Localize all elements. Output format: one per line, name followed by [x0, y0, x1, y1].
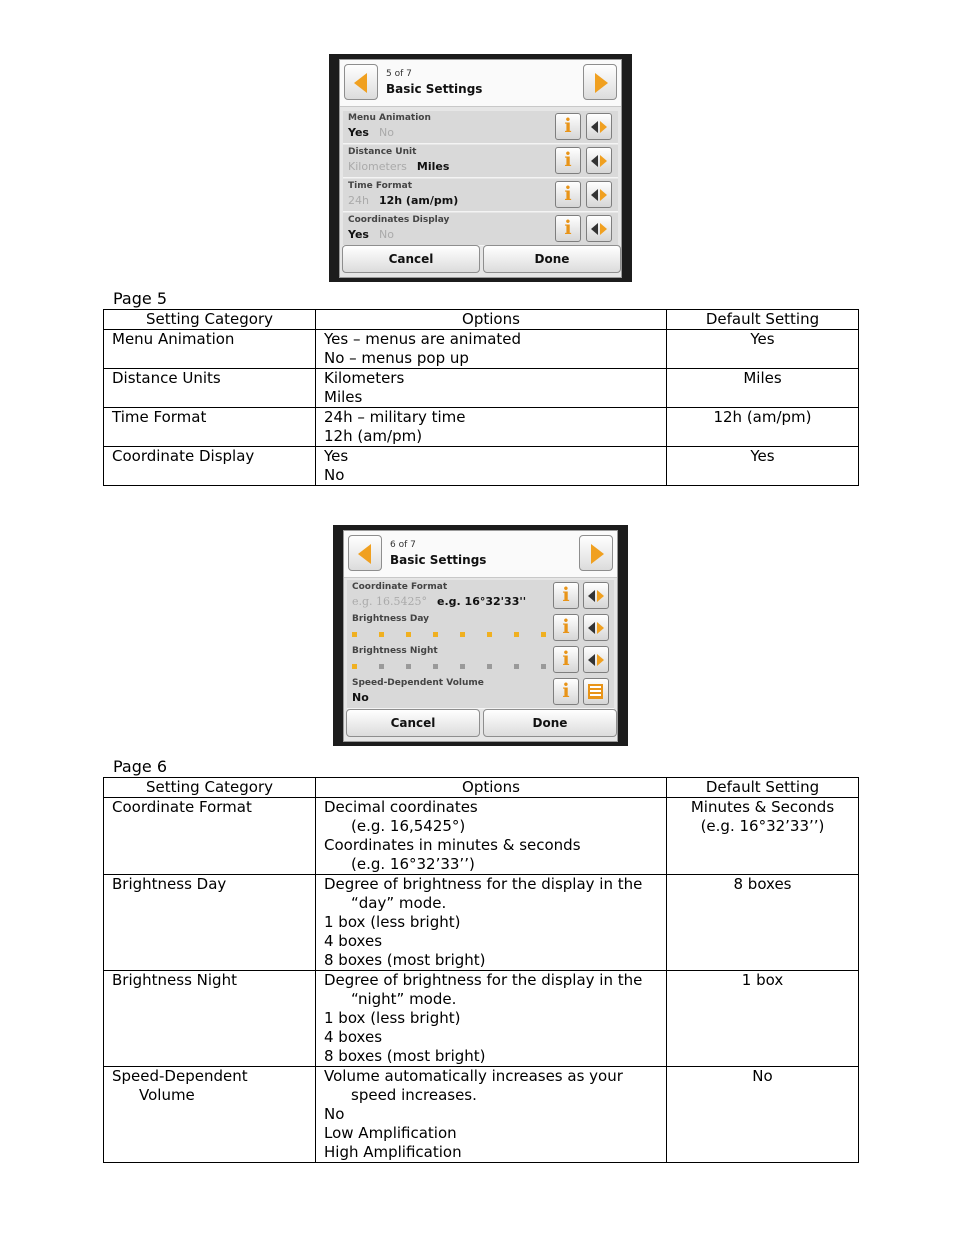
arrow-left-icon: [354, 73, 367, 93]
info-button[interactable]: [555, 181, 581, 208]
info-icon: i: [562, 648, 570, 670]
back-button[interactable]: [348, 535, 382, 571]
toggle-right-icon: [600, 223, 607, 235]
category-line: Menu Animation: [112, 330, 235, 348]
cell-setting-category: [104, 875, 316, 971]
setting-row-time-format[interactable]: [343, 179, 618, 212]
option-line: Coordinates in minutes & seconds: [324, 836, 581, 854]
brightness-box: [433, 664, 438, 669]
cell-default-setting: Yes: [667, 330, 859, 369]
table-row: [104, 330, 859, 369]
toggle-button[interactable]: [586, 181, 612, 208]
cell-setting-category: [104, 798, 316, 875]
back-button[interactable]: [344, 64, 378, 100]
header-default-setting: Default Setting: [667, 310, 859, 330]
option-line: 4 boxes: [324, 1028, 383, 1046]
header-setting-category: Setting Category: [104, 778, 316, 798]
info-icon: i: [562, 616, 570, 638]
brightness-box: [406, 632, 411, 637]
brightness-box: [433, 632, 438, 637]
table-row: [104, 875, 859, 971]
arrow-right-icon: [591, 544, 604, 564]
value-yes: Yes: [348, 126, 369, 139]
arrow-right-icon: [595, 73, 608, 93]
info-icon: i: [564, 149, 572, 171]
setting-values: [348, 126, 404, 139]
value-yes: Yes: [348, 228, 369, 241]
screen-title: Basic Settings: [386, 82, 483, 96]
value-no: No: [352, 691, 369, 704]
cell-setting-category: [104, 447, 316, 486]
page-6-label: Page 6: [113, 757, 167, 776]
category-line: Distance Units: [112, 369, 221, 387]
toggle-left-icon: [591, 189, 598, 201]
done-button[interactable]: Done: [483, 245, 621, 273]
setting-values: [352, 595, 536, 608]
cell-setting-category: [104, 369, 316, 408]
header-options: Options: [316, 310, 667, 330]
info-button[interactable]: [555, 113, 581, 140]
setting-label: Speed-Dependent Volume: [352, 678, 484, 688]
cell-default-setting: No: [667, 1067, 859, 1163]
option-line: No: [324, 466, 345, 484]
option-line: No: [324, 1105, 345, 1123]
brightness-box: [460, 632, 465, 637]
table-row: [104, 798, 859, 875]
arrow-left-icon: [358, 544, 371, 564]
toggle-right-icon: [600, 121, 607, 133]
option-line: 12h (am/pm): [324, 427, 423, 445]
toggle-right-icon: [597, 654, 604, 666]
option-line: Kilometers: [324, 369, 405, 387]
toggle-right-icon: [600, 189, 607, 201]
toggle-right-icon: [597, 622, 604, 634]
cell-setting-category: [104, 971, 316, 1067]
setting-values: [348, 160, 459, 173]
setting-row-brightness-night[interactable]: [347, 644, 614, 677]
option-line: 4 boxes: [324, 932, 383, 950]
toggle-button[interactable]: [583, 646, 609, 673]
screen-title: Basic Settings: [390, 553, 487, 567]
settings-screen-page-6: [333, 525, 628, 746]
toggle-left-icon: [588, 622, 595, 634]
brightness-box: [514, 632, 519, 637]
cell-default-setting: 12h (am/pm): [667, 408, 859, 447]
brightness-box: [487, 632, 492, 637]
value-kilometers: Kilometers: [348, 160, 407, 173]
option-line: No – menus pop up: [324, 349, 469, 367]
done-button[interactable]: Done: [483, 709, 617, 737]
info-button[interactable]: [555, 215, 581, 242]
category-line: Volume: [139, 1086, 195, 1104]
info-icon: i: [564, 217, 572, 239]
header-default-setting: Default Setting: [667, 778, 859, 798]
header-options: Options: [316, 778, 667, 798]
brightness-box: [379, 664, 384, 669]
cell-default-setting: 8 boxes: [667, 875, 859, 971]
brightness-box: [352, 632, 357, 637]
toggle-button[interactable]: [586, 113, 612, 140]
info-button[interactable]: [553, 678, 579, 705]
option-line: Decimal coordinates: [324, 798, 478, 816]
value-minutes-seconds: e.g. 16°32'33'': [437, 595, 527, 608]
setting-label: Distance Unit: [348, 147, 417, 157]
toggle-button[interactable]: [583, 582, 609, 609]
setting-values: [348, 228, 404, 241]
setting-label: Coordinate Format: [352, 582, 448, 592]
option-line: (e.g. 16°32’33’’): [351, 855, 475, 873]
setting-values: [352, 691, 379, 704]
table-header-row: [104, 778, 859, 798]
category-line: Time Format: [112, 408, 207, 426]
value-24h: 24h: [348, 194, 369, 207]
setting-row-speed-dependent-volume[interactable]: [347, 676, 614, 709]
cell-default-setting: 1 box: [667, 971, 859, 1067]
info-button[interactable]: [555, 147, 581, 174]
option-line: 1 box (less bright): [324, 913, 461, 931]
screen-body: [343, 530, 618, 742]
cell-options: [316, 875, 667, 971]
header-setting-category: Setting Category: [104, 310, 316, 330]
setting-label: Coordinates Display: [348, 215, 450, 225]
cell-options: [316, 369, 667, 408]
table-row: [104, 408, 859, 447]
screen-header: [340, 60, 621, 107]
setting-label: Menu Animation: [348, 113, 431, 123]
screen-header: [344, 531, 617, 578]
toggle-button[interactable]: [583, 614, 609, 641]
option-line: Low Amplification: [324, 1124, 457, 1142]
table-header-row: [104, 310, 859, 330]
brightness-box: [379, 632, 384, 637]
setting-label: Time Format: [348, 181, 412, 191]
setting-row-distance-unit[interactable]: [343, 145, 618, 178]
value-12h: 12h (am/pm): [378, 194, 459, 207]
setting-row-coordinates-display[interactable]: [343, 213, 618, 246]
toggle-left-icon: [591, 223, 598, 235]
next-button[interactable]: [583, 64, 617, 100]
table-row: [104, 369, 859, 408]
brightness-box: [352, 664, 357, 669]
setting-label: Brightness Night: [352, 646, 438, 656]
value-no: No: [378, 126, 394, 139]
brightness-box: [406, 664, 411, 669]
option-line: speed increases.: [351, 1086, 477, 1104]
info-button[interactable]: [553, 582, 579, 609]
option-line: Miles: [324, 388, 363, 406]
table-row: [104, 971, 859, 1067]
cell-default-setting: Miles: [667, 369, 859, 408]
value-miles: Miles: [416, 160, 450, 173]
info-icon: i: [564, 115, 572, 137]
toggle-button[interactable]: [586, 215, 612, 242]
toggle-left-icon: [591, 121, 598, 133]
cell-options: [316, 1067, 667, 1163]
cell-setting-category: [104, 330, 316, 369]
cell-options: [316, 798, 667, 875]
info-button[interactable]: [553, 646, 579, 673]
option-line: Yes – menus are animated: [324, 330, 522, 348]
cell-default-setting: Minutes & Seconds (e.g. 16°32’33’’): [667, 798, 859, 875]
cell-options: [316, 408, 667, 447]
brightness-box: [514, 664, 519, 669]
brightness-box: [487, 664, 492, 669]
list-button[interactable]: [583, 678, 609, 705]
option-line: “day” mode.: [351, 894, 447, 912]
option-line: 8 boxes (most bright): [324, 951, 486, 969]
category-line: Brightness Night: [112, 971, 237, 989]
option-line: 1 box (less bright): [324, 1009, 461, 1027]
brightness-box: [460, 664, 465, 669]
cell-default-setting: Yes: [667, 447, 859, 486]
option-line: Degree of brightness for the display in the: [324, 875, 643, 893]
setting-row-menu-animation[interactable]: [343, 111, 618, 144]
toggle-button[interactable]: [586, 147, 612, 174]
value-decimal: e.g. 16.5425°: [352, 595, 428, 608]
setting-values: [348, 194, 468, 207]
category-line: Coordinate Format: [112, 798, 252, 816]
toggle-right-icon: [597, 590, 604, 602]
category-line: Speed-Dependent: [112, 1067, 248, 1085]
cancel-button[interactable]: Cancel: [346, 709, 480, 737]
toggle-left-icon: [588, 590, 595, 602]
setting-label: Brightness Day: [352, 614, 430, 624]
page-counter: 6 of 7: [390, 540, 416, 550]
option-line: “night” mode.: [351, 990, 457, 1008]
page-5-settings-table: [103, 309, 859, 486]
cell-setting-category: [104, 1067, 316, 1163]
table-row: [104, 1067, 859, 1163]
page-counter: 5 of 7: [386, 69, 412, 79]
option-line: (e.g. 16,5425°): [351, 817, 466, 835]
next-button[interactable]: [579, 535, 613, 571]
info-icon: i: [564, 183, 572, 205]
option-line: Yes: [324, 447, 349, 465]
setting-row-brightness-day[interactable]: [347, 612, 614, 645]
option-line: 8 boxes (most bright): [324, 1047, 486, 1065]
page-6-settings-table: [103, 777, 859, 1163]
table-row: [104, 447, 859, 486]
info-icon: i: [562, 680, 570, 702]
category-line: Coordinate Display: [112, 447, 255, 465]
option-line: Volume automatically increases as your: [324, 1067, 623, 1085]
option-line: Degree of brightness for the display in the: [324, 971, 643, 989]
setting-row-coordinate-format[interactable]: [347, 580, 614, 613]
brightness-box: [541, 664, 546, 669]
cell-setting-category: [104, 408, 316, 447]
cancel-button[interactable]: Cancel: [342, 245, 480, 273]
page-5-label: Page 5: [113, 289, 167, 308]
toggle-left-icon: [588, 654, 595, 666]
option-line: High Amplification: [324, 1143, 462, 1161]
cell-options: [316, 971, 667, 1067]
info-button[interactable]: [553, 614, 579, 641]
screen-body: [339, 59, 622, 278]
list-icon: [588, 684, 603, 699]
cell-options: [316, 447, 667, 486]
settings-screen-page-5: [329, 54, 632, 282]
value-no: No: [378, 228, 394, 241]
brightness-box: [541, 632, 546, 637]
option-line: 24h – military time: [324, 408, 466, 426]
toggle-right-icon: [600, 155, 607, 167]
toggle-left-icon: [591, 155, 598, 167]
category-line: Brightness Day: [112, 875, 227, 893]
info-icon: i: [562, 584, 570, 606]
cell-options: [316, 330, 667, 369]
